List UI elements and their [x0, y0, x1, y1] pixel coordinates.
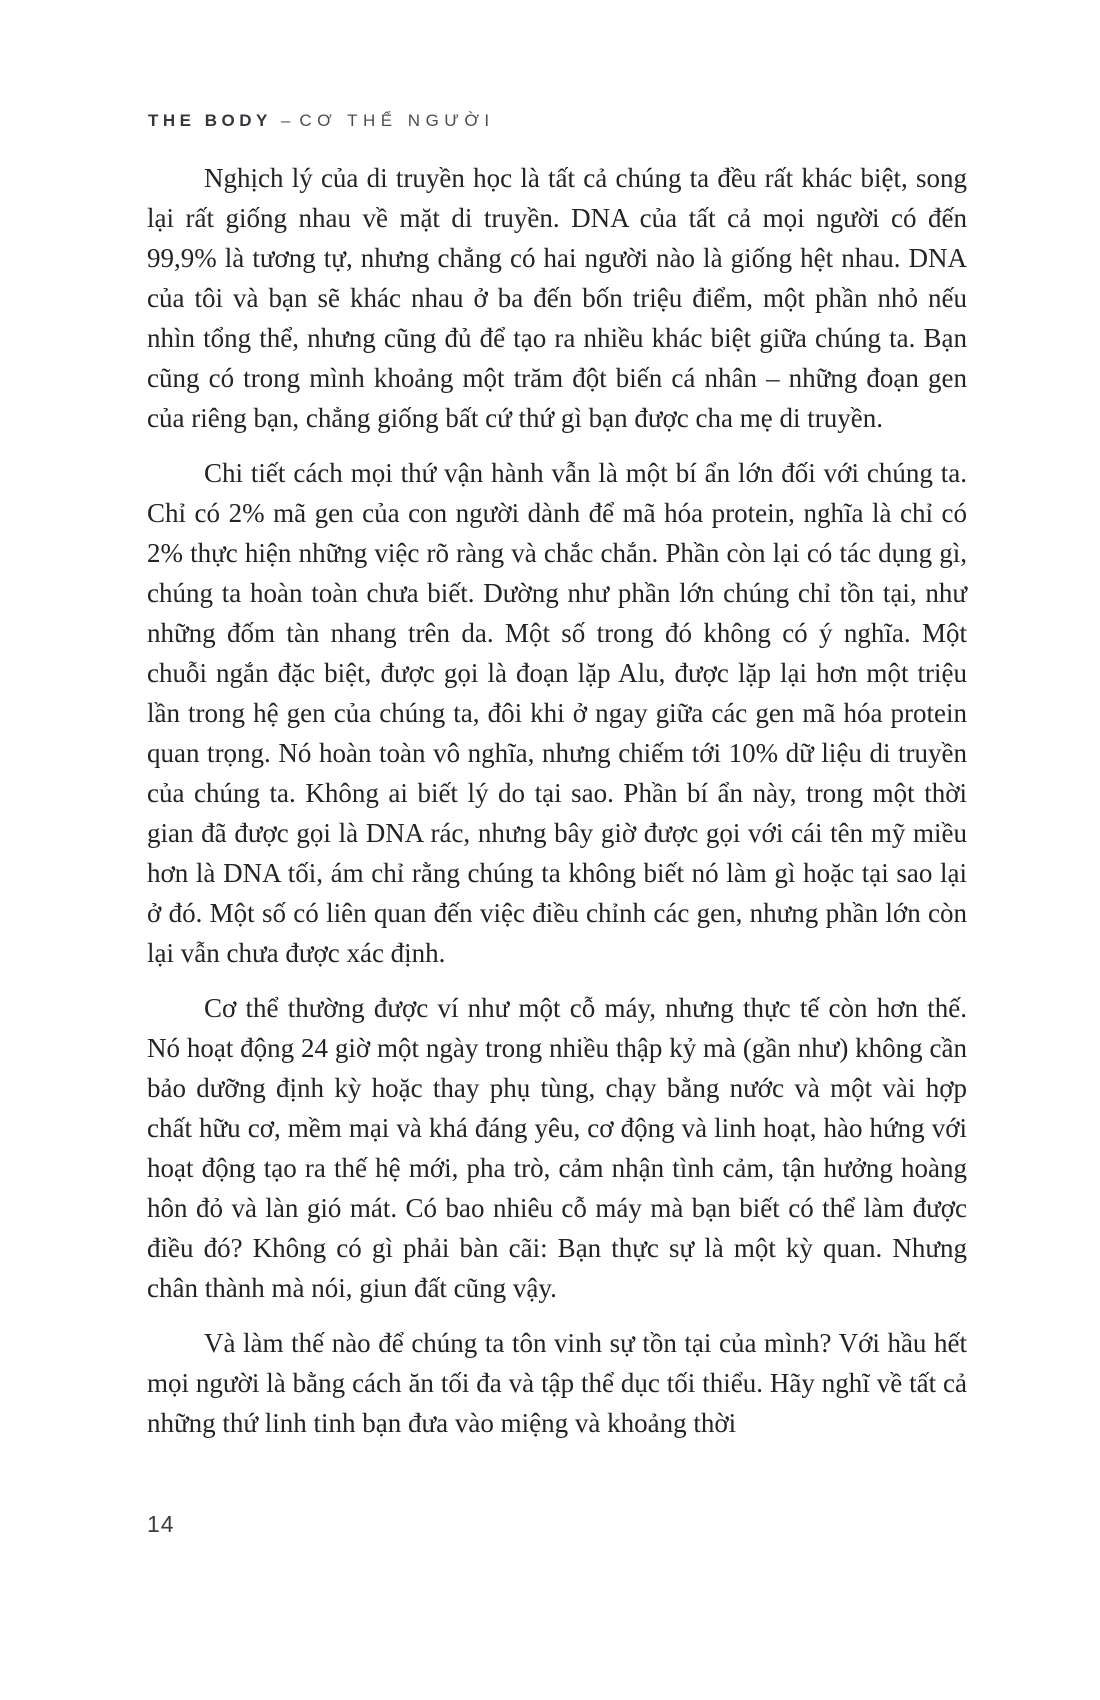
book-subtitle: CƠ THỂ NGƯỜI	[299, 111, 495, 130]
paragraph-4: Và làm thế nào để chúng ta tôn vinh sự tồn tại của mình? Với hầu hết mọi người là bằng cách ăn tối đa và tập thể dục tối thiểu. Hãy nghĩ về tất cả những thứ linh tinh bạn đưa vào miệng và khoảng thời	[147, 1328, 967, 1438]
page-number: 14	[147, 1511, 175, 1537]
running-header	[148, 110, 495, 132]
paragraph-2: Chi tiết cách mọi thứ vận hành vẫn là một bí ẩn lớn đối với chúng ta. Chỉ có 2% mã gen của con người dành để mã hóa protein, nghĩa là chỉ có 2% thực hiện những việc rõ ràng và chắc chắn. Phần còn lại có tác dụng gì, chúng ta hoàn toàn chưa biết. Dường như phần lớn chúng chỉ tồn tại, như những đốm tàn nhang trên da. Một số trong đó không có ý nghĩa. Một chuỗi ngắn đặc biệt, được gọi là đoạn lặp Alu, được lặp lại hơn một triệu lần trong hệ gen của chúng ta, đôi khi ở ngay giữa các gen mã hóa protein quan trọng. Nó hoàn toàn vô nghĩa, nhưng chiếm tới 10% dữ liệu di truyền của chúng ta. Không ai biết lý do tại sao. Phần bí ẩn này, trong một thời gian đã được gọi là DNA rác, nhưng bây giờ được gọi với cái tên mỹ miều hơn là DNA tối, ám chỉ rằng chúng ta không biết nó làm gì hoặc tại sao lại ở đó. Một số có liên quan đến việc điều chỉnh các gen, nhưng phần lớn còn lại vẫn chưa được xác định.	[147, 458, 967, 968]
header-separator: –	[280, 111, 291, 130]
page-body-text	[147, 158, 967, 1443]
paragraph-1: Nghịch lý của di truyền học là tất cả chúng ta đều rất khác biệt, song lại rất giống nhau về mặt di truyền. DNA của tất cả mọi người có đến 99,9% là tương tự, nhưng chẳng có hai người nào là giống hệt nhau. DNA của tôi và bạn sẽ khác nhau ở ba đến bốn triệu điểm, một phần nhỏ nếu nhìn tổng thể, nhưng cũng đủ để tạo ra nhiều khác biệt giữa chúng ta. Bạn cũng có trong mình khoảng một trăm đột biến cá nhân – những đoạn gen của riêng bạn, chẳng giống bất cứ thứ gì bạn được cha mẹ di truyền.	[147, 163, 967, 433]
book-title: THE BODY	[148, 111, 272, 130]
paragraph-3: Cơ thể thường được ví như một cỗ máy, nhưng thực tế còn hơn thế. Nó hoạt động 24 giờ một ngày trong nhiều thập kỷ mà (gần như) không cần bảo dưỡng định kỳ hoặc thay phụ tùng, chạy bằng nước và một vài hợp chất hữu cơ, mềm mại và khá đáng yêu, cơ động và linh hoạt, hào hứng với hoạt động tạo ra thế hệ mới, pha trò, cảm nhận tình cảm, tận hưởng hoàng hôn đỏ và làn gió mát. Có bao nhiêu cỗ máy mà bạn biết có thể làm được điều đó? Không có gì phải bàn cãi: Bạn thực sự là một kỳ quan. Nhưng chân thành mà nói, giun đất cũng vậy.	[147, 993, 967, 1303]
